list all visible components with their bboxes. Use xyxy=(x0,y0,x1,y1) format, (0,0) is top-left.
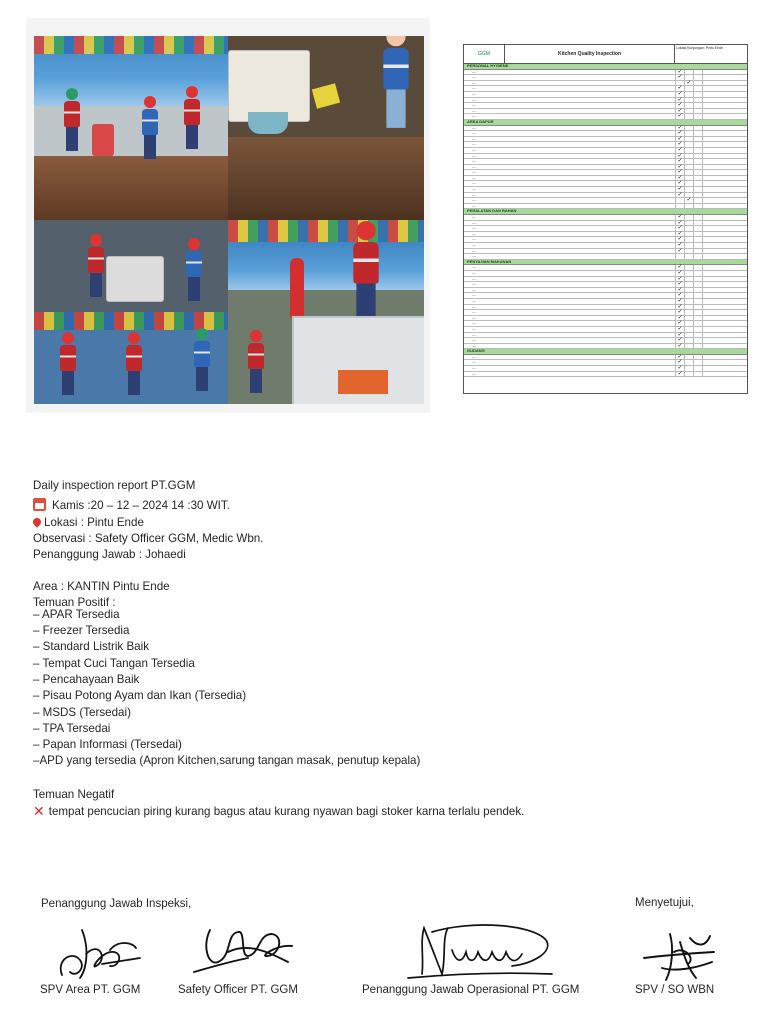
location-pin-icon xyxy=(31,516,42,527)
company-logo: GGM xyxy=(464,45,505,63)
cross-mark-icon: ✕ xyxy=(33,803,45,820)
negative-finding-item: tempat pencucian piring kurang bagus atau kurang nyawan bagi stoker karna terlalu pendek. xyxy=(48,805,525,819)
positive-finding-item: – Pisau Potong Ayam dan Ikan (Tersedia) xyxy=(33,689,247,703)
checklist-meta: Lokasi Kunjungan: Pintu Ende xyxy=(676,46,723,50)
positive-findings-heading: Temuan Positif : xyxy=(33,595,116,609)
report-responsible: Penanggung Jawab : Johaedi xyxy=(33,548,186,562)
report-location-row xyxy=(33,515,733,531)
positive-finding-item: – Freezer Tersedia xyxy=(33,624,130,638)
report-area: Area : KANTIN Pintu Ende xyxy=(33,580,170,594)
positive-finding-item: – Papan Informasi (Tersedai) xyxy=(33,738,182,752)
checklist-section-area-dapur: AREA DAPUR xyxy=(464,120,747,126)
signer-safety-officer-label: Safety Officer PT. GGM xyxy=(178,984,298,996)
positive-finding-item: – Standard Listrik Baik xyxy=(33,640,149,654)
photo-inspection-collage-bottom-right xyxy=(228,220,424,404)
positive-finding-item: – TPA Tersedai xyxy=(33,721,111,735)
positive-finding-item: – MSDS (Tersedai) xyxy=(33,705,131,719)
checklist-section-penyajian: PENYAJIAN MAKANAN xyxy=(464,260,747,266)
inspection-report xyxy=(33,478,733,819)
photo-collage xyxy=(34,36,424,404)
kitchen-quality-checklist: GGM Kitchen Quality Inspection Lokasi Kunjungan: Pintu Ende PERSONAL HYGIENE — ✓ — ✓ — ✓ — ✓ — ✓ — ✓ — ✓ — ✓ — ✓ AREA DAPUR — ✓ — ✓ — ✓ — ✓ — ✓ — ✓ — ✓ — ✓ — ✓ — ✓ — ✓ — ✓ — ✓ — ✓ — PERALATAN DAN BAHAN — ✓ — ✓ — ✓ — ✓ — ✓ — ✓ — ✓ — PENYAJIAN MAKANAN — ✓ — ✓ — ✓ — ✓ — ✓ — ✓ — ✓ — ✓ — ✓ — ✓ — ✓ — ✓ — ✓ — ✓ — ✓ GUDANG — ✓ — ✓ — ✓ — ✓ xyxy=(463,44,748,394)
positive-findings-list xyxy=(33,607,733,770)
approved-label: Menyetujui, xyxy=(635,897,694,909)
signer-operational-label: Penanggung Jawab Operasional PT. GGM xyxy=(362,984,580,996)
report-datetime-row xyxy=(33,498,733,514)
report-observer: Observasi : Safety Officer GGM, Medic Wbn. xyxy=(33,531,264,545)
signature-safety-officer xyxy=(188,922,298,980)
signer-spv-so-wbn-label: SPV / SO WBN xyxy=(635,984,715,996)
report-location: Lokasi : Pintu Ende xyxy=(44,515,144,529)
inspection-responsible-label: Penanggung Jawab Inspeksi, xyxy=(41,898,192,910)
photo-kitchen-tent xyxy=(34,36,228,220)
photo-inspection-collage-bottom-left xyxy=(34,220,228,404)
calendar-icon xyxy=(33,498,46,511)
positive-finding-item: –APD yang tersedia (Apron Kitchen,sarung tangan masak, penutup kepala) xyxy=(33,754,421,768)
checklist-section-peralatan: PERALATAN DAN BAHAN xyxy=(464,209,747,215)
positive-finding-item: – Pencahayaan Baik xyxy=(33,672,140,686)
signature-spv-so-wbn xyxy=(640,928,720,984)
negative-findings-heading: Temuan Negatif xyxy=(33,787,115,801)
report-title: Daily inspection report PT.GGM xyxy=(33,479,196,492)
photo-freezer-area xyxy=(228,36,424,220)
positive-finding-item: – APAR Tersedia xyxy=(33,607,120,621)
signature-operational xyxy=(402,918,558,984)
signature-spv-area xyxy=(52,920,144,982)
checklist-title: Kitchen Quality Inspection xyxy=(505,45,675,63)
checklist-section-gudang: GUDANG xyxy=(464,349,747,355)
signer-spv-area-label: SPV Area PT. GGM xyxy=(40,984,141,996)
negative-finding-row xyxy=(33,803,733,819)
positive-finding-item: – Tempat Cuci Tangan Tersedia xyxy=(33,656,195,670)
checklist-section-personal-hygiene: PERSONAL HYGIENE xyxy=(464,64,747,70)
report-datetime: Kamis :20 – 12 – 2024 14 :30 WIT. xyxy=(52,499,230,513)
